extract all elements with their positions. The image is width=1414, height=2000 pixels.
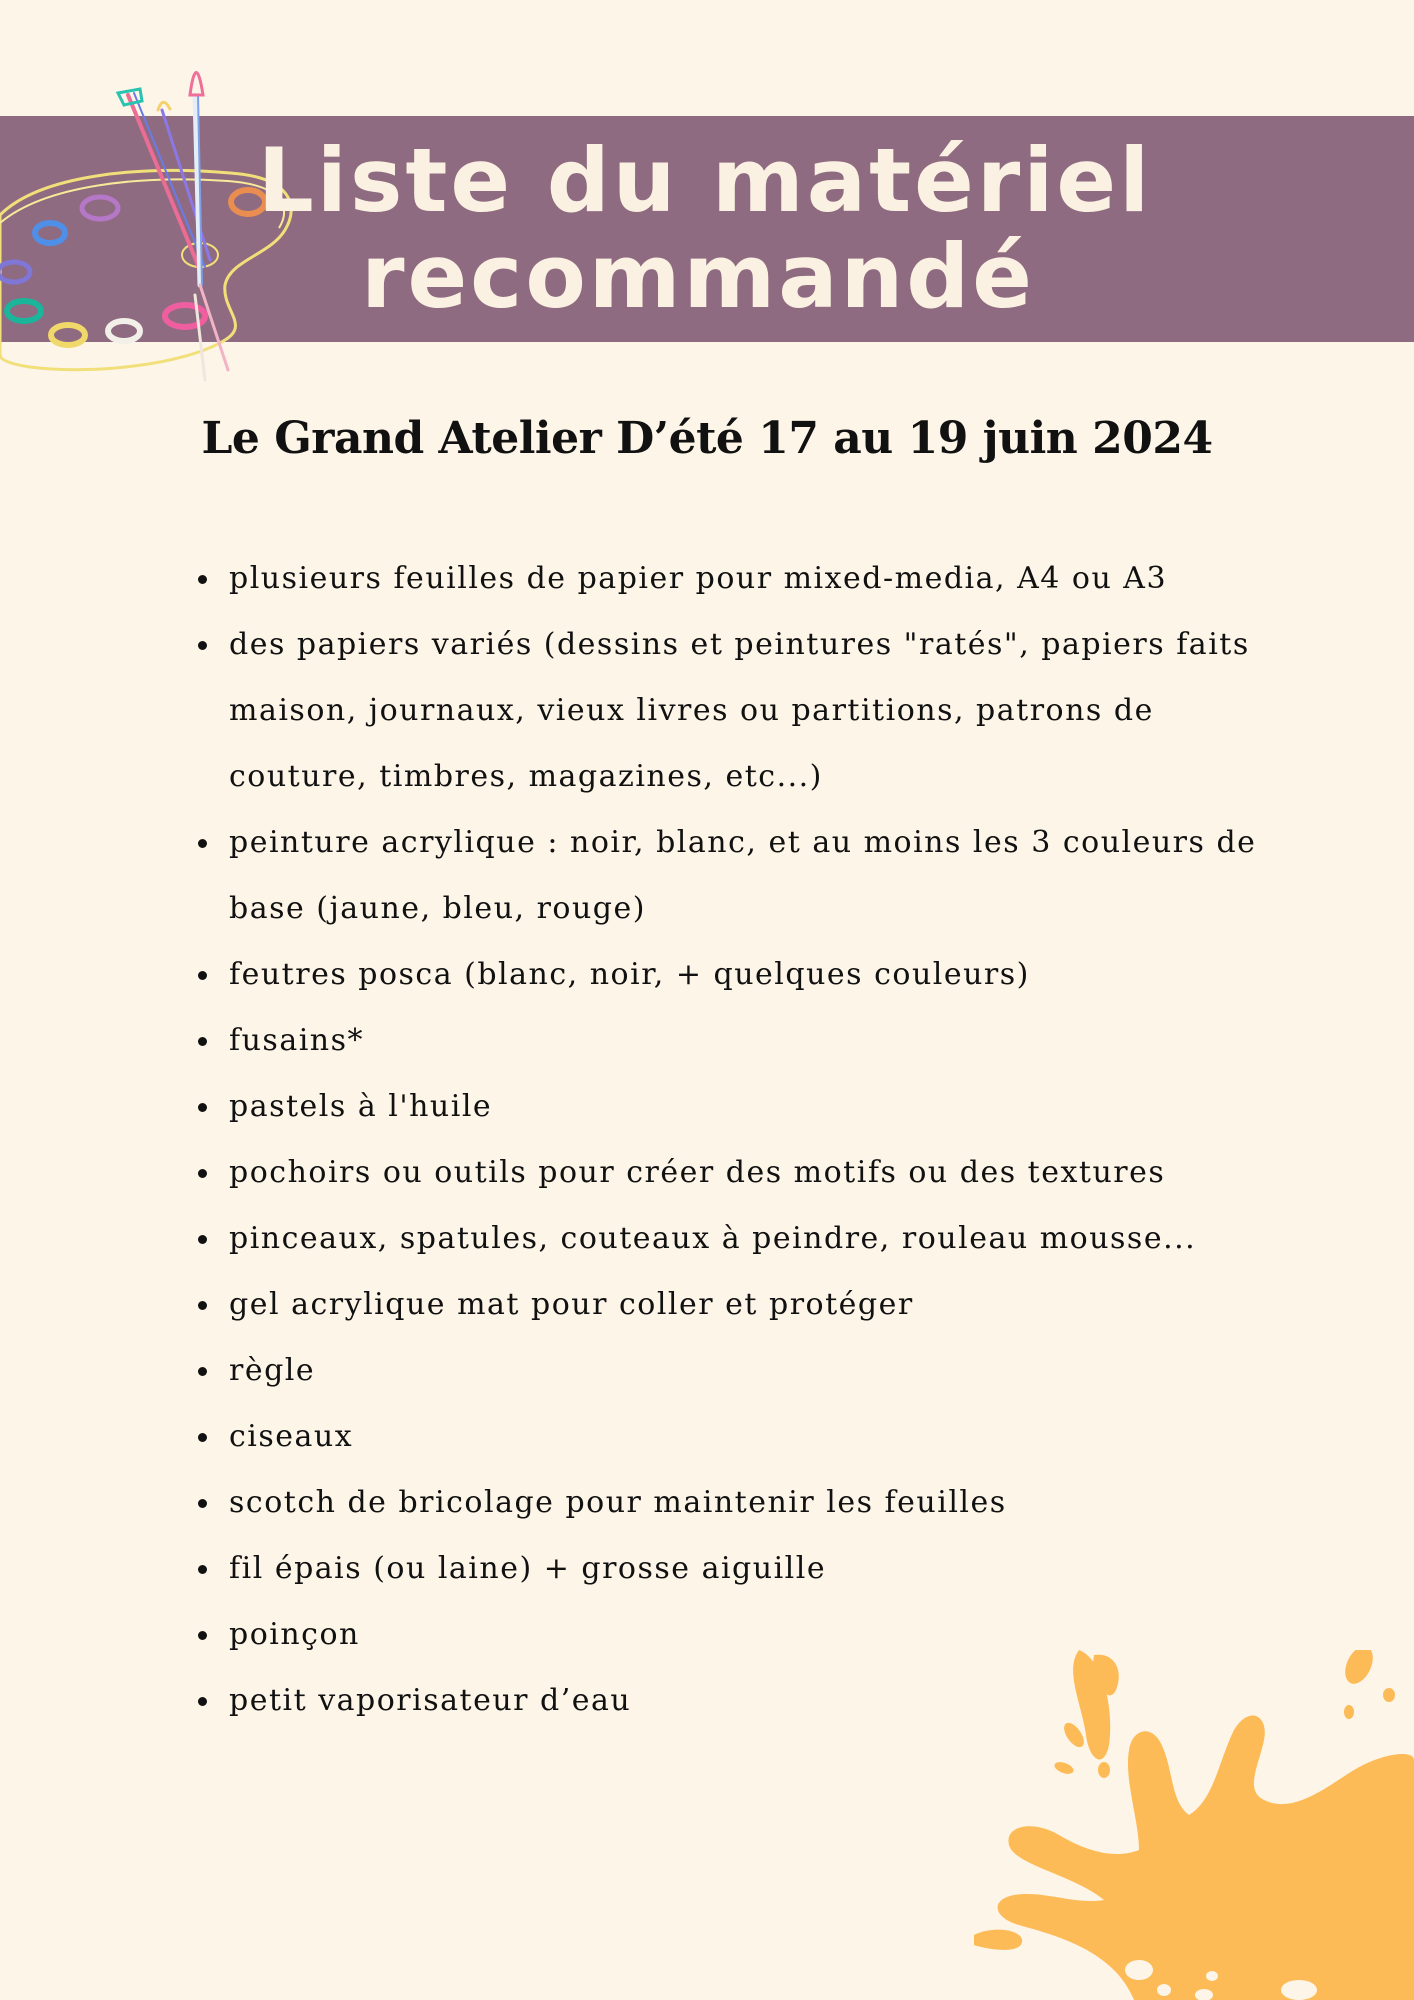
list-item: fil épais (ou laine) + grosse aiguille (190, 1536, 1270, 1602)
list-item: fusains* (190, 1008, 1270, 1074)
page-title-line-1: Liste du matériel (257, 129, 1153, 232)
list-item: pochoirs ou outils pour créer des motifs ou des textures (190, 1140, 1270, 1206)
material-list (190, 546, 1270, 1734)
list-item: scotch de bricolage pour maintenir les feuilles (190, 1470, 1270, 1536)
list-item: pastels à l'huile (190, 1074, 1270, 1140)
list-item: pinceaux, spatules, couteaux à peindre, rouleau mousse... (190, 1206, 1270, 1272)
paint-splash-icon (964, 1650, 1414, 2000)
list-item: règle (190, 1338, 1270, 1404)
list-item: plusieurs feuilles de papier pour mixed-media, A4 ou A3 (190, 546, 1270, 612)
list-item: des papiers variés (dessins et peintures "ratés", papiers faits maison, journaux, vieux livres ou partitions, patrons de couture, timbres, magazines, etc...) (190, 612, 1270, 810)
event-subtitle: Le Grand Atelier D’été 17 au 19 juin 2024 (201, 413, 1213, 464)
list-item: poinçon (190, 1602, 1270, 1668)
list-item: petit vaporisateur d’eau (190, 1668, 1270, 1734)
page-title-line-2: recommandé (361, 225, 1035, 328)
list-item: ciseaux (190, 1404, 1270, 1470)
list-item: peinture acrylique : noir, blanc, et au moins les 3 couleurs de base (jaune, bleu, rouge) (190, 810, 1270, 942)
list-item: feutres posca (blanc, noir, + quelques couleurs) (190, 942, 1270, 1008)
list-item: gel acrylique mat pour coller et protéger (190, 1272, 1270, 1338)
